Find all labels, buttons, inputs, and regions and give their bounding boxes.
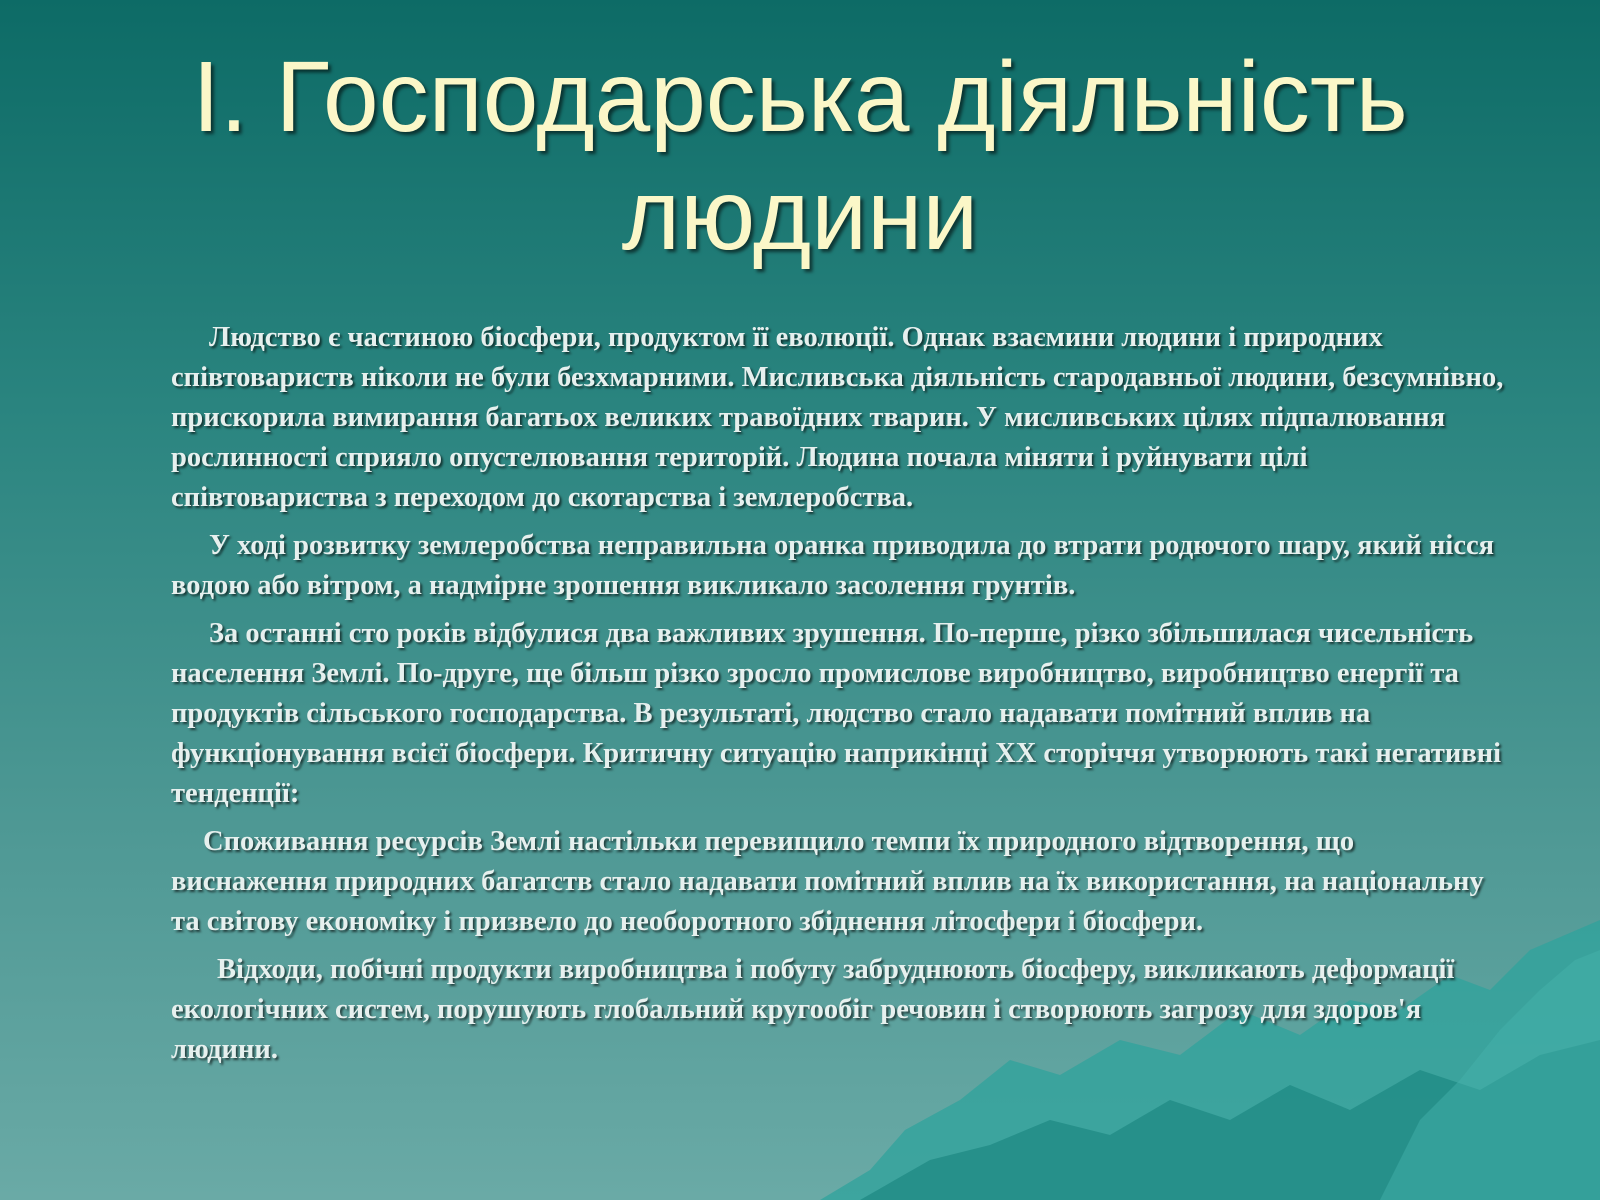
paragraph-waste-pollution: Відходи, побічні продукти виробництва і побуту забруднюють біосферу, викликають деформації екологічних систем, порушують глобальний кругообіг речовин і створюють загрозу для здоров'я людини.	[171, 954, 1455, 1065]
slide-body	[171, 318, 1511, 1078]
slide-title: І. Господарська діяльність людини	[192, 41, 1408, 271]
paragraph-agriculture: У ході розвитку землеробства неправильна оранка приводила до втрати родючого шару, який нісся водою або вітром, а надмірне зрошення викликало засолення грунтів.	[171, 530, 1495, 601]
paragraph-last-century: За останні сто років відбулися два важливих зрушення. По-перше, різко збільшилася чисельність населення Землі. По-друге, ще більш різко зросло промислове виробництво, виробництво енергії та продуктів сільського господарства. В результаті, людство стало надавати помітний вплив на функціонування всієї біосфери. Критичну ситуацію наприкінці XX сторіччя утворюють такі негативні тенденції:	[171, 618, 1502, 809]
paragraph-humanity-biosphere: Людство є частиною біосфери, продуктом її еволюції. Однак взаємини людини і природних співтовариств ніколи не були безхмарними. Мисливська діяльність стародавньої людини, безсумнівно, прискорила вимирання багатьох великих травоїдних тварин. У мисливських цілях підпалювання рослинності сприяло опустелювання територій. Людина почала міняти і руйнувати цілі співтовариства з переходом до скотарства і землеробства.	[171, 322, 1504, 513]
paragraph-resource-consumption: Споживання ресурсів Землі настільки перевищило темпи їх природного відтворення, що виснаження природних багатств стало надавати помітний вплив на їх використання, на національну та світову економіку і призвело до необоротного збіднення літосфери і біосфери.	[171, 826, 1484, 937]
